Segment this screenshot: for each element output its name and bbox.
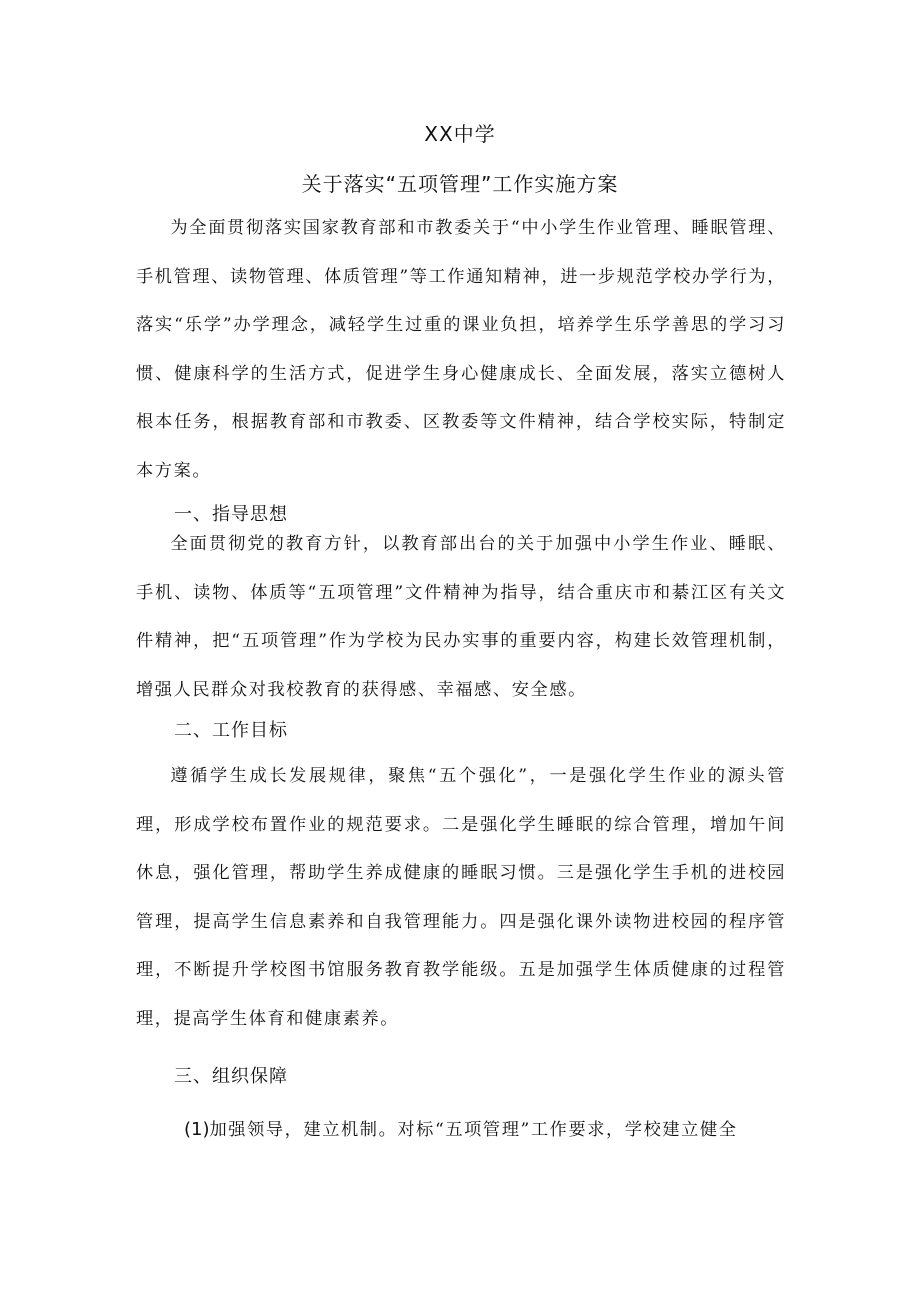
section-item-organization-1 — [136, 1106, 786, 1155]
section-body-work-goals: 遵循学生成长发展规律，聚焦“五个强化”，一是强化学生作业的源头管理，形成学校布置作业的规范要求。二是强化学生睡眠的综合管理，增加午间休息，强化管理，帮助学生养成健康的睡眠习惯。三是强化学生手机的进校园管理，提高学生信息素养和自我管理能力。四是强化课外读物进校园的程序管理，不断提升学校图书馆服务教育教学能级。五是加强学生体质健康的过程管理，提高学生体育和健康素养。 — [136, 766, 786, 1029]
school-title: XX中学 — [424, 122, 496, 146]
section-heading-work-goals: 二、工作目标 — [174, 720, 288, 741]
document-title: 关于落实“五项管理”工作实施方案 — [301, 172, 619, 196]
list-item-text: 加强领导，建立机制。对标“五项管理”工作要求，学校建立健全 — [209, 1120, 738, 1140]
section-body-guiding-ideology: 全面贯彻党的教育方针，以教育部出台的关于加强中小学生作业、睡眠、手机、读物、体质等“五项管理”文件精神为指导，结合重庆市和綦江区有关文件精神，把“五项管理”作为学校为民办实事的重要内容，构建长效管理机制，增强人民群众对我校教育的获得感、幸福感、安全感。 — [136, 534, 786, 700]
section-heading-guiding-ideology: 一、指导思想 — [174, 504, 288, 525]
list-item-number: (1) — [184, 1119, 210, 1140]
intro-paragraph: 为全面贯彻落实国家教育部和市教委关于“中小学生作业管理、睡眠管理、手机管理、读物管理、体质管理”等工作通知精神，进一步规范学校办学行为，落实“乐学”办学理念，减轻学生过重的课业负担，培养学生乐学善思的学习习惯、健康科学的生活方式，促进学生身心健康成长、全面发展，落实立德树人根本任务，根据教育部和市教委、区教委等文件精神，结合学校实际，特制定本方案。 — [136, 218, 786, 481]
section-heading-organization: 三、组织保障 — [174, 1066, 288, 1087]
